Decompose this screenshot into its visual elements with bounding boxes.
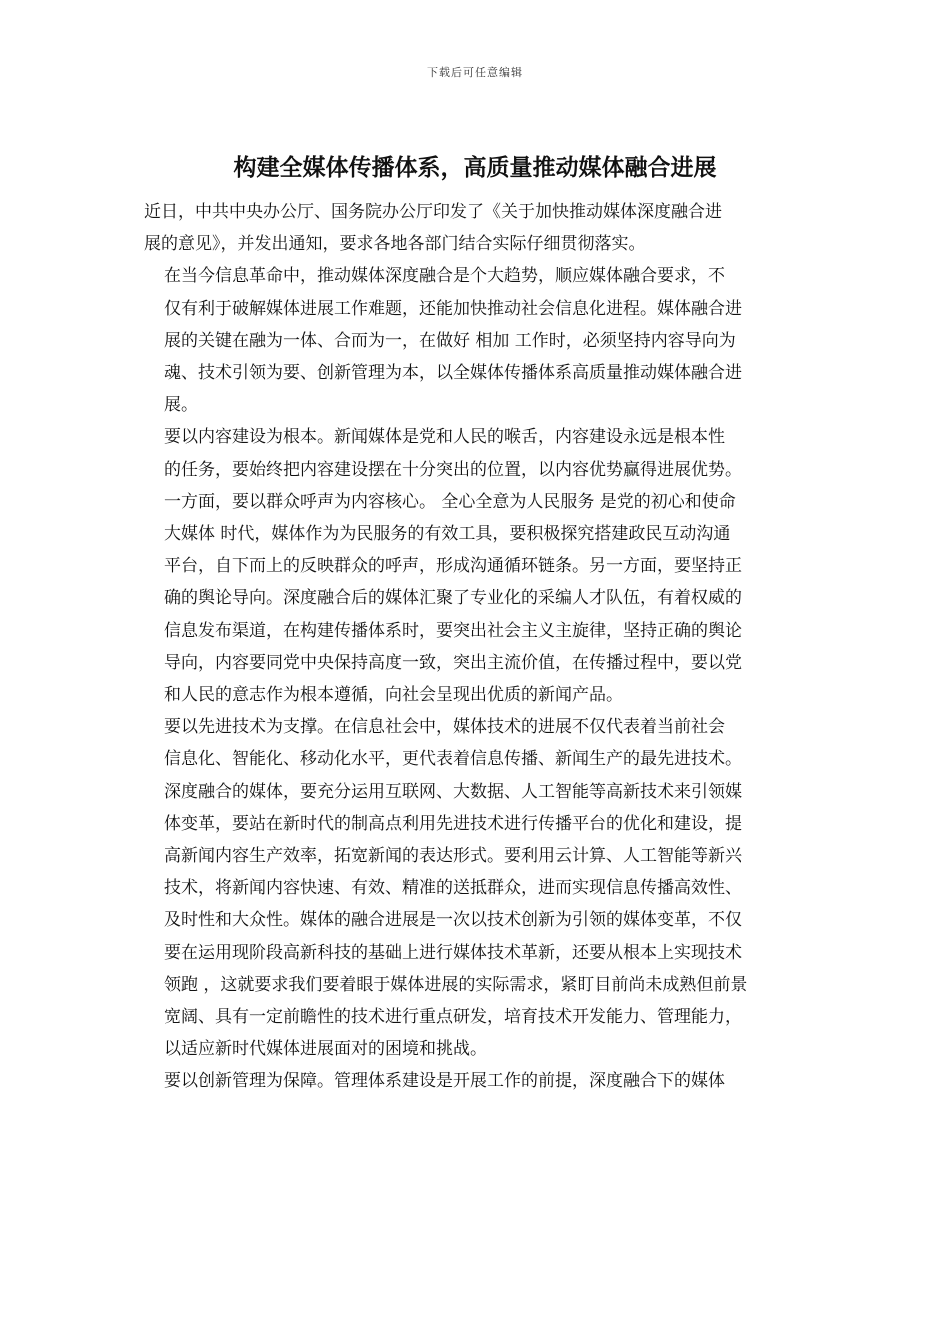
text-line: 体变革，要站在新时代的制高点利用先进技术进行传播平台的优化和建设，提 bbox=[164, 813, 742, 834]
paragraph-trend bbox=[144, 260, 808, 421]
text-line: 以适应新时代媒体进展面对的困境和挑战。 bbox=[164, 1039, 487, 1060]
document-title: 构建全媒体传播体系，高质量推动媒体融合进展 bbox=[233, 155, 717, 181]
text-line: 大媒体 时代，媒体作为为民服务的有效工具，要积极探究搭建政民互动沟通 bbox=[164, 524, 731, 545]
text-line: 技术，将新闻内容快速、有效、精准的送抵群众，进而实现信息传播高效性、 bbox=[164, 878, 742, 899]
document-body bbox=[144, 196, 808, 1098]
paragraph-management bbox=[144, 1065, 808, 1097]
text-line: 及时性和大众性。媒体的融合进展是一次以技术创新为引领的媒体变革，不仅 bbox=[164, 910, 742, 931]
text-line: 要以先进技术为支撑。在信息社会中，媒体技术的进展不仅代表着当前社会 bbox=[164, 717, 725, 738]
text-line: 近日，中共中央办公厅、国务院办公厅印发了《关于加快推动媒体深度融合进 bbox=[144, 202, 722, 222]
paragraph-intro bbox=[144, 196, 808, 260]
text-line: 魂、技术引领为要、创新管理为本，以全媒体传播体系高质量推动媒体融合进 bbox=[164, 363, 742, 384]
paragraph-content bbox=[144, 421, 808, 711]
text-line: 和人民的意志作为根本遵循，向社会呈现出优质的新闻产品。 bbox=[164, 685, 623, 706]
text-line: 宽阔、具有一定前瞻性的技术进行重点研发，培育技术开发能力、管理能力， bbox=[164, 1007, 742, 1028]
text-line: 高新闻内容生产效率，拓宽新闻的表达形式。要利用云计算、人工智能等新兴 bbox=[164, 846, 742, 867]
text-line: 要以创新管理为保障。管理体系建设是开展工作的前提，深度融合下的媒体 bbox=[164, 1071, 725, 1092]
text-line: 的任务，要始终把内容建设摆在十分突出的位置，以内容优势赢得进展优势。 bbox=[164, 459, 742, 480]
text-line: 确的舆论导向。深度融合后的媒体汇聚了专业化的采编人才队伍，有着权威的 bbox=[164, 588, 742, 609]
text-line: 要在运用现阶段高新科技的基础上进行媒体技术革新，还要从根本上实现技术 bbox=[164, 942, 742, 963]
text-line: 信息化、智能化、移动化水平，更代表着信息传播、新闻生产的最先进技术。 bbox=[164, 749, 742, 770]
text-line: 展。 bbox=[164, 395, 198, 416]
text-line: 仅有利于破解媒体进展工作难题，还能加快推动社会信息化进程。媒体融合进 bbox=[164, 298, 742, 319]
text-line: 信息发布渠道，在构建传播体系时，要突出社会主义主旋律，坚持正确的舆论 bbox=[164, 620, 742, 641]
text-line: 在当今信息革命中，推动媒体深度融合是个大趋势，顺应媒体融合要求，不 bbox=[164, 266, 725, 287]
text-line: 领跑 ，这就要求我们要着眼于媒体进展的实际需求，紧盯目前尚未成熟但前景 bbox=[164, 974, 748, 995]
paragraph-technology bbox=[144, 711, 808, 1065]
text-line: 要以内容建设为根本。新闻媒体是党和人民的喉舌，内容建设永远是根本性 bbox=[164, 427, 725, 448]
text-line: 导向，内容要同党中央保持高度一致，突出主流价值，在传播过程中，要以党 bbox=[164, 652, 742, 673]
text-line: 展的意见》，并发出通知，要求各地各部门结合实际仔细贯彻落实。 bbox=[144, 234, 646, 255]
text-line: 平台，自下而上的反映群众的呼声，形成沟通循环链条。另一方面，要坚持正 bbox=[164, 556, 742, 577]
text-line: 深度融合的媒体，要充分运用互联网、大数据、人工智能等高新技术来引领媒 bbox=[164, 781, 742, 802]
page-header-note: 下载后可任意编辑 bbox=[427, 66, 523, 79]
text-line: 一方面，要以群众呼声为内容核心。 全心全意为人民服务 是党的初心和使命 bbox=[164, 491, 736, 512]
text-line: 展的关键在融为一体、合而为一，在做好 相加 工作时，必须坚持内容导向为 bbox=[164, 330, 736, 351]
